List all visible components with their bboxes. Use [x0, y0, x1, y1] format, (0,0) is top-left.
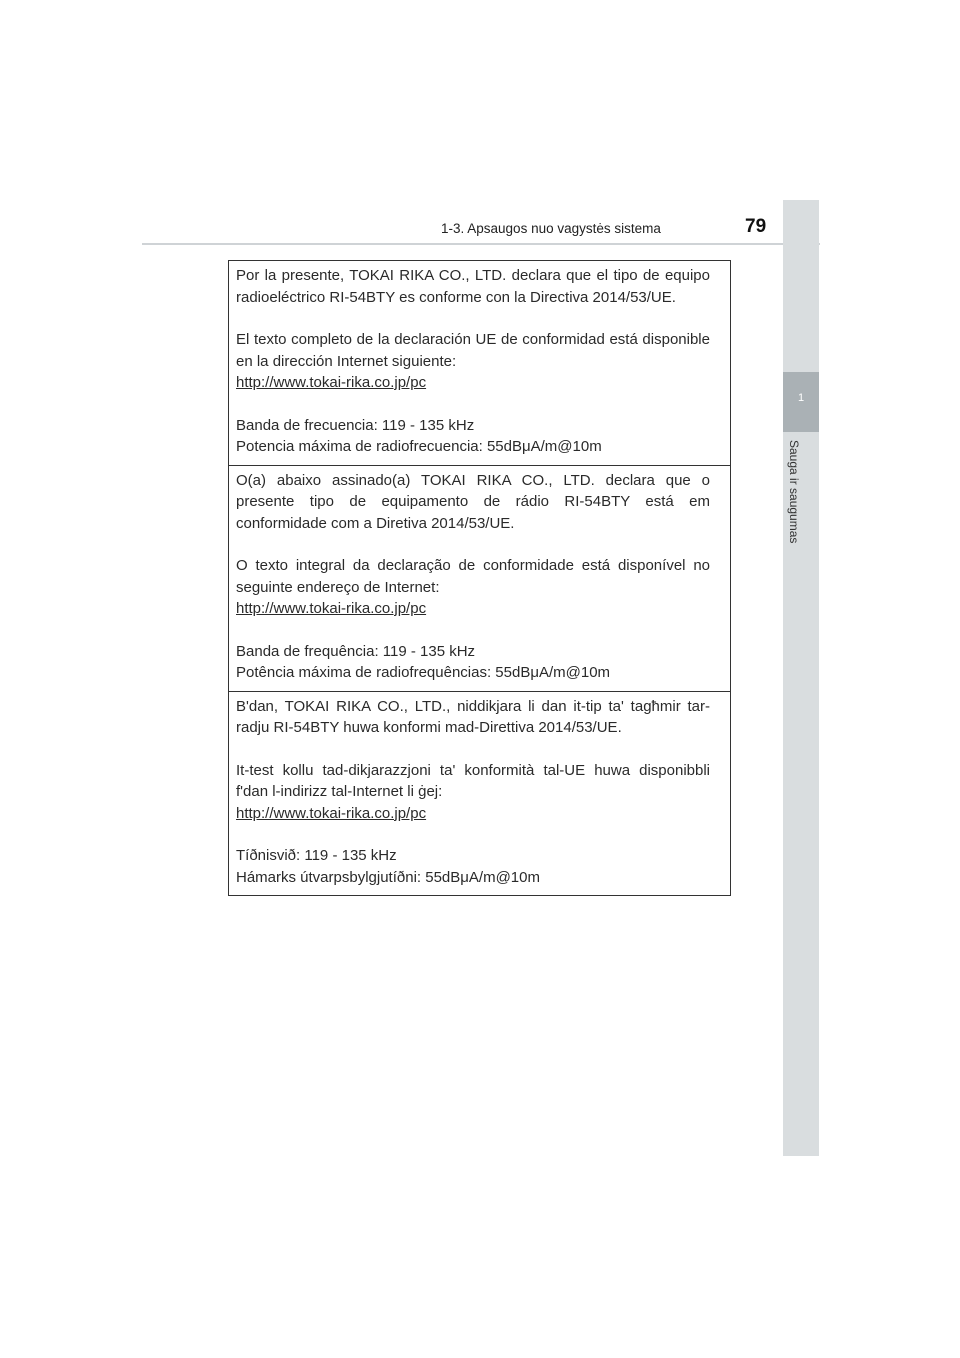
declaration-statement: B'dan, TOKAI RIKA CO., LTD., niddikjara li dan it-tip ta' tagħmir tar-radju RI-54BTY huwa konformi mad-Direttiva 2014/53/UE.	[236, 697, 710, 736]
chapter-side-tab	[783, 200, 819, 1156]
section-title: 1-3. Apsaugos nuo vagystės sistema	[441, 221, 661, 236]
chapter-number: 1	[797, 392, 805, 404]
frequency-band: Banda de frequência: 119 - 135 kHz	[236, 642, 476, 660]
page-number: 79	[745, 216, 767, 237]
declaration-link[interactable]: http://www.tokai-rika.co.jp/pc	[236, 374, 427, 391]
declaration-maltese	[229, 691, 730, 896]
max-power: Potência máxima de radiofrequências: 55dBμA/m@10m	[236, 664, 611, 681]
declaration-table	[228, 260, 731, 896]
frequency-band: Tíðnisvið: 119 - 135 kHz	[236, 847, 397, 864]
declaration-spanish	[229, 261, 730, 465]
chapter-label: Sauga ir saugumas	[787, 440, 801, 544]
declaration-statement: Por la presente, TOKAI RIKA CO., LTD. declara que el tipo de equipo radioeléctrico RI-54BTY es conforme con la Directiva 2014/53/UE.	[236, 267, 710, 306]
declaration-portuguese	[229, 465, 730, 691]
declaration-availability: It-test kollu tad-dikjarazzjoni ta' konformità tal-UE huwa disponibbli f'dan l-indirizz tal-Internet li ġej:	[236, 761, 710, 800]
declaration-statement: O(a) abaixo assinado(a) TOKAI RIKA CO., LTD. declara que o presente tipo de equipamento de rádio RI-54BTY está em conformidade com a Diretiva 2014/53/UE.	[236, 471, 710, 532]
frequency-band: Banda de frecuencia: 119 - 135 kHz	[236, 416, 475, 434]
declaration-link[interactable]: http://www.tokai-rika.co.jp/pc	[236, 600, 427, 617]
declaration-availability: O texto integral da declaração de conformidade está disponível no seguinte endereço de Internet:	[236, 557, 710, 596]
max-power: Potencia máxima de radiofrecuencia: 55dBμA/m@10m	[236, 438, 602, 455]
header-rule	[142, 243, 820, 245]
max-power: Hámarks útvarpsbylgjutíðni: 55dBμA/m@10m	[236, 868, 540, 886]
declaration-availability: El texto completo de la declaración UE de conformidad está disponible en la dirección Internet siguiente:	[236, 331, 710, 370]
declaration-link[interactable]: http://www.tokai-rika.co.jp/pc	[236, 804, 427, 822]
